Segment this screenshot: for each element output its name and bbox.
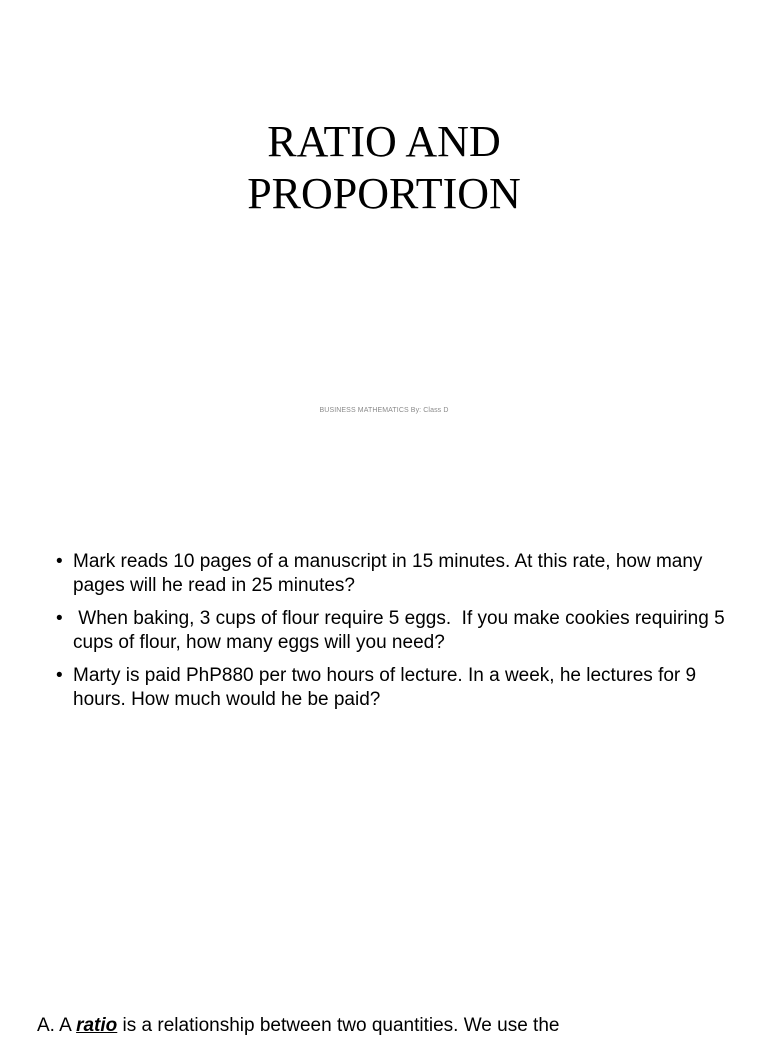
list-item-text: Mark reads 10 pages of a manuscript in 15 minutes. At this rate, how many pages will he read in 25 minutes?	[73, 551, 703, 596]
definition-prefix: A. A	[37, 1015, 77, 1036]
list-item	[56, 550, 726, 598]
definition-rest: is a relationship between two quantities. We use the	[117, 1015, 560, 1036]
definition-term: ratio	[76, 1015, 118, 1036]
slide-title	[0, 116, 768, 220]
list-item-text: When baking, 3 cups of flour require 5 eggs. If you make cookies requiring 5 cups of flour, how many eggs will you need?	[73, 608, 730, 653]
title-line-2: PROPORTION	[247, 169, 521, 218]
list-item	[56, 664, 726, 712]
title-line-1: RATIO AND	[267, 117, 501, 166]
list-item-text: Marty is paid PhP880 per two hours of lecture. In a week, he lectures for 9 hours. How much would he be paid?	[73, 665, 697, 710]
bullet-icon: •	[56, 665, 63, 686]
list-item	[56, 607, 730, 655]
slide-subtitle: BUSINESS MATHEMATICS By: Class D	[319, 407, 449, 414]
ratio-definition-line	[37, 1014, 737, 1038]
bullet-icon: •	[56, 608, 63, 629]
bullet-icon: •	[56, 551, 63, 572]
question-list	[56, 550, 730, 721]
